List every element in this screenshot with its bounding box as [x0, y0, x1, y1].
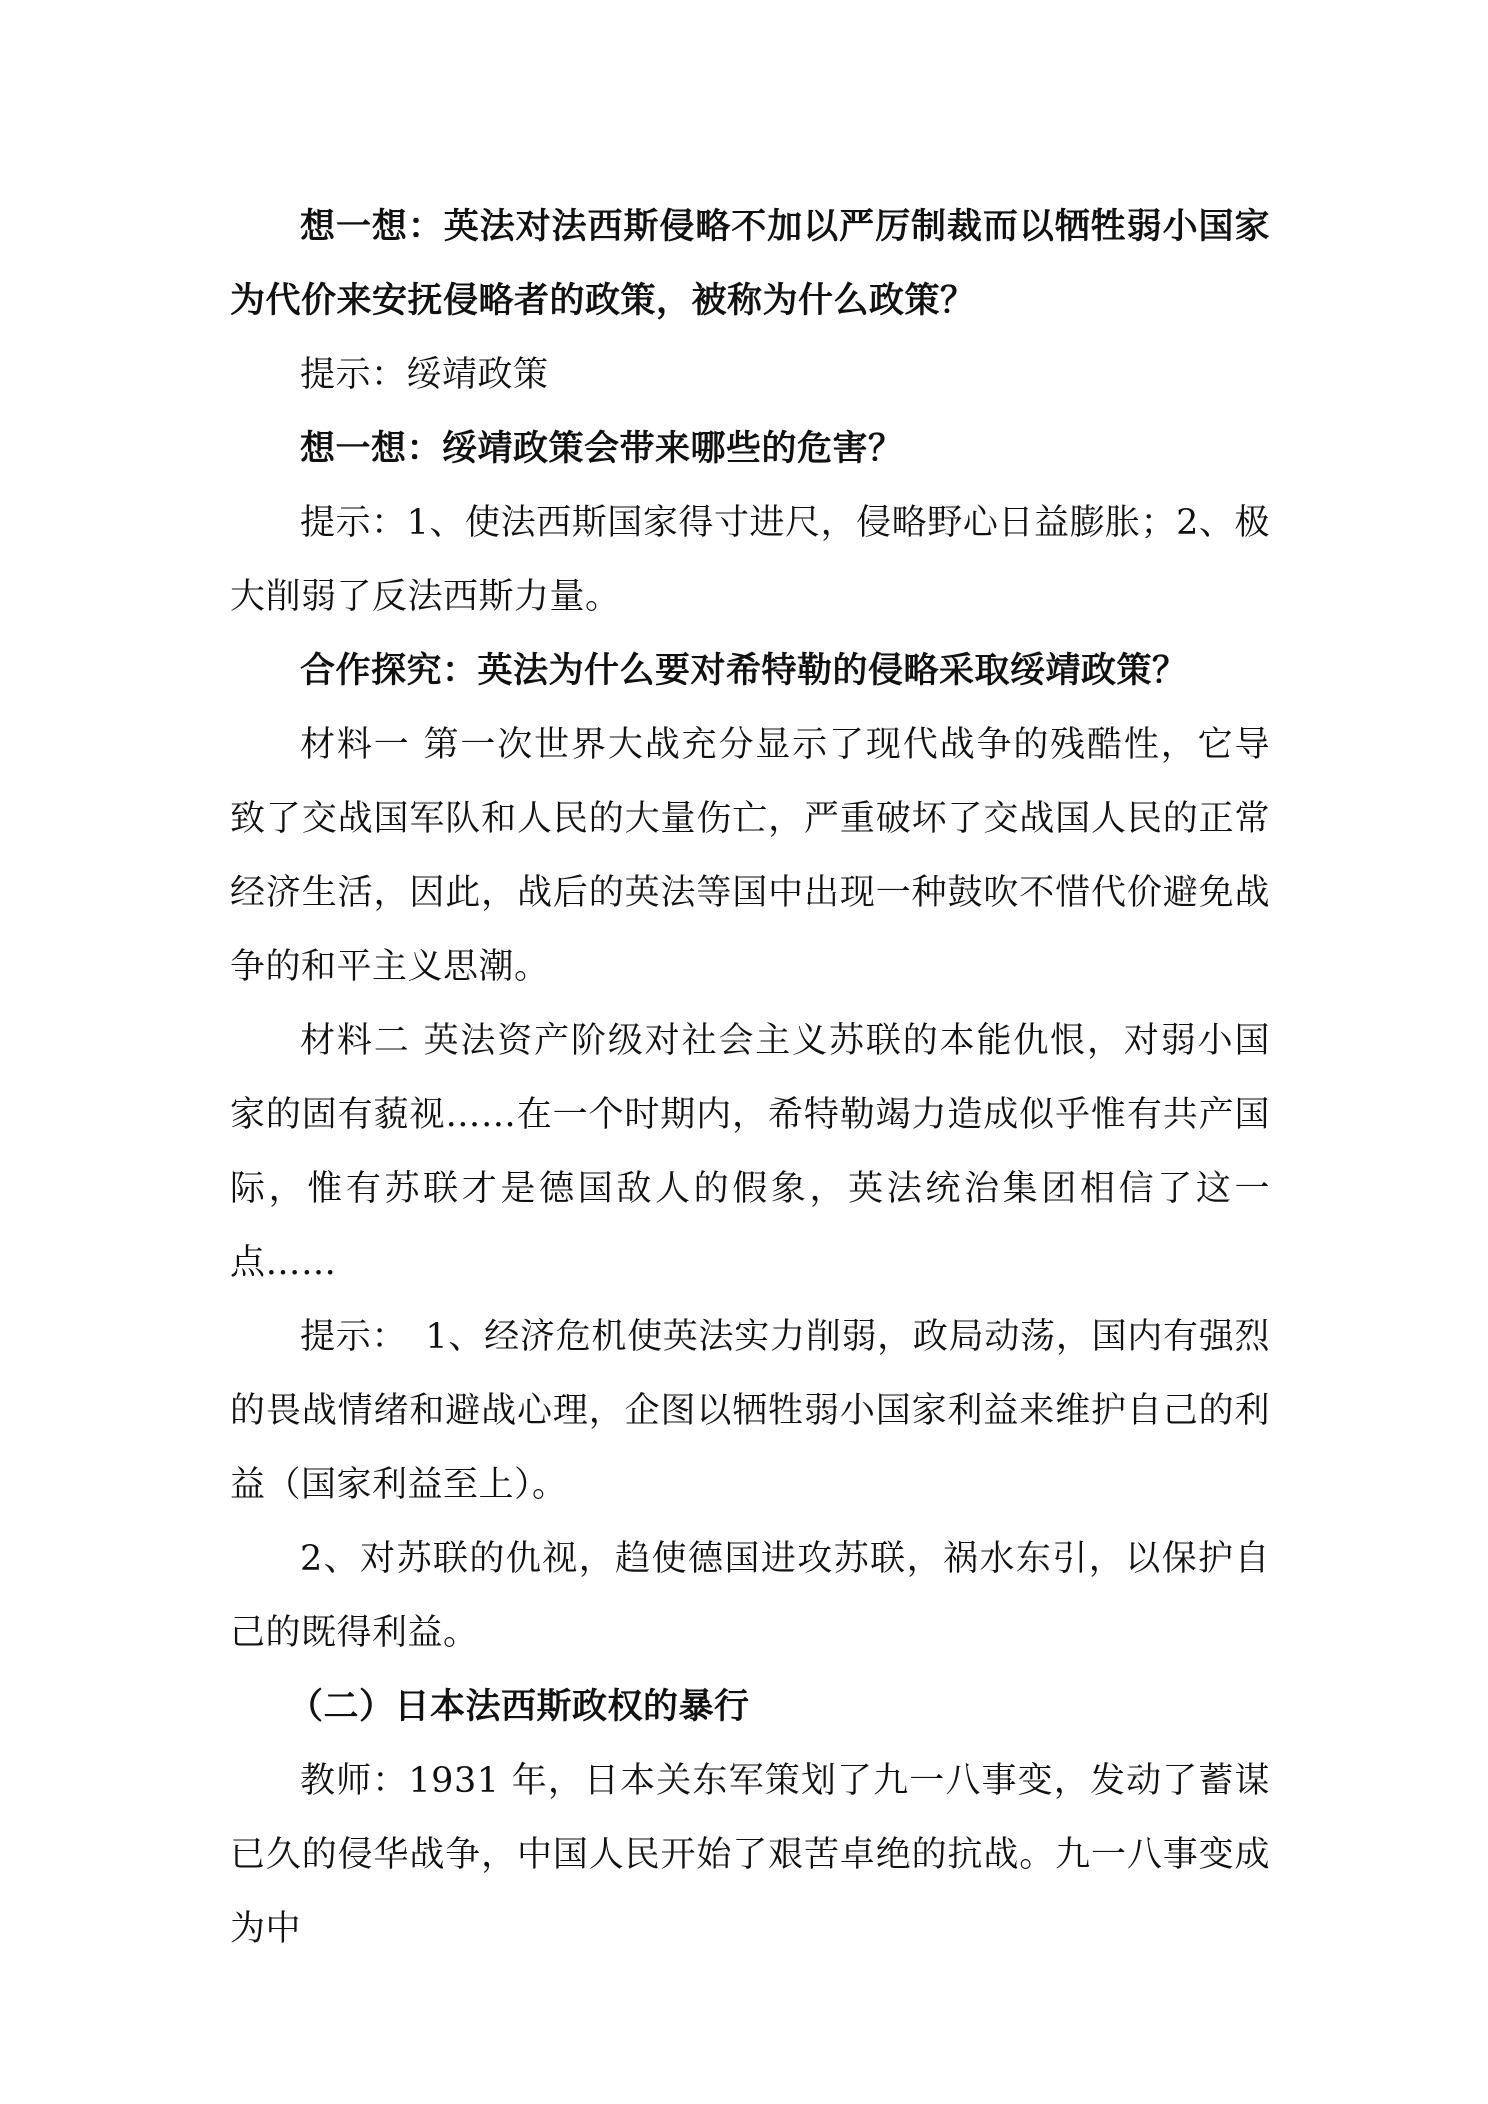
- material-two: 材料二 英法资产阶级对社会主义苏联的本能仇恨，对弱小国家的固有藐视……在一个时期内，希特勒竭力造成似乎惟有共产国际，惟有苏联才是德国敌人的假象，英法统治集团相信了这一点……: [230, 1021, 1270, 1283]
- question-appeasement-name: 想一想：英法对法西斯侵略不加以严厉制裁而以牺牲弱小国家为代价来安抚侵略者的政策，被称为什么政策？: [230, 206, 1270, 321]
- hint-appeasement: 提示：绥靖政策: [300, 355, 549, 395]
- document-page: [230, 190, 1270, 1966]
- hint-reason-two: 2、对苏联的仇视，趋使德国进攻苏联，祸水东引，以保护自己的既得利益。: [230, 1539, 1270, 1653]
- hint-reason-one: 提示： 1、经济危机使英法实力削弱，政局动荡，国内有强烈的畏战情绪和避战心理，企图以牺牲弱小国家利益来维护自己的利益（国家利益至上）。: [230, 1317, 1270, 1505]
- hint-appeasement-harm: 提示：1、使法西斯国家得寸进尺，侵略野心日益膨胀；2、极大削弱了反法西斯力量。: [230, 503, 1270, 617]
- section-heading-japan: （二）日本法西斯政权的暴行: [288, 1686, 750, 1727]
- teacher-paragraph: 教师：1931 年，日本关东军策划了九一八事变，发动了蓄谋已久的侵华战争，中国人民开始了艰苦卓绝的抗战。九一八事变成为中: [230, 1761, 1270, 1949]
- question-appeasement-harm: 想一想：绥靖政策会带来哪些的危害？: [300, 428, 904, 469]
- cooperative-inquiry-question: 合作探究：英法为什么要对希特勒的侵略采取绥靖政策？: [300, 650, 1188, 691]
- material-one: 材料一 第一次世界大战充分显示了现代战争的残酷性，它导致了交战国军队和人民的大量伤亡，严重破坏了交战国人民的正常经济生活，因此，战后的英法等国中出现一种鼓吹不惜代价避免战争的和平主义思潮。: [230, 725, 1270, 987]
